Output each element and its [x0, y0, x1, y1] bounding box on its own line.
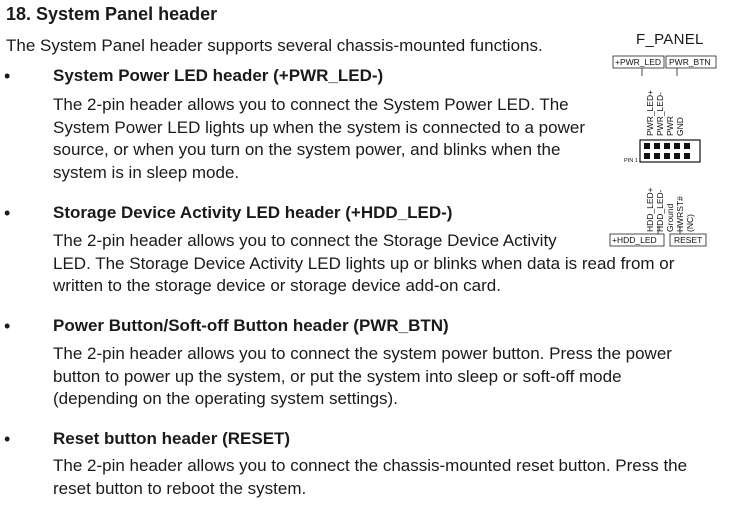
power-button-description — [53, 343, 672, 411]
text-line: The 2-pin header allows you to connect the chassis-mounted reset button. Press the — [53, 456, 688, 475]
pin-label-pwr-led-minus: PWR_LED- — [655, 92, 665, 136]
text-line: The 2-pin header allows you to connect the System Power LED. The — [53, 95, 569, 114]
pin-label-gnd: GND — [675, 117, 685, 136]
section-title: 18. System Panel header — [6, 4, 218, 24]
power-button-heading: Power Button/Soft-off Button header (PWR_BTN) — [53, 316, 449, 335]
pin-label-pwr-led-plus: PWR_LED+ — [645, 89, 655, 136]
text-line: source, or when you turn on the system power, and blinks when the — [53, 140, 561, 159]
text-line: LED. The Storage Device Activity LED lights up or blinks when data is read from or — [53, 253, 675, 273]
text-line: The 2-pin header allows you to connect the Storage Device Activity — [53, 231, 557, 250]
pin-label-ground: Ground — [665, 203, 675, 232]
hdd-led-description — [53, 230, 674, 298]
text-line: (depending on the operating system settings). — [53, 389, 398, 408]
pin1-label: PIN 1 — [624, 158, 638, 164]
text-line: System Power LED lights up when the system is connected to a power — [53, 117, 585, 137]
pin-label-pwr: PWR — [665, 116, 675, 136]
bullet-marker: • — [4, 203, 11, 223]
pin-label-hwrst: HWRST# — [675, 196, 685, 232]
pwr-led-label: +PWR_LED — [615, 57, 662, 67]
bullet-marker: • — [4, 429, 11, 449]
text-line: The 2-pin header allows you to connect the system power button. Press the power — [53, 344, 672, 363]
bullet-marker: • — [4, 316, 11, 336]
text-line: reset button to reboot the system. — [53, 478, 307, 498]
reset-label: RESET — [674, 235, 703, 245]
pwr-btn-label: PWR_BTN — [669, 57, 711, 67]
pin-label-hdd-led-plus: HDD_LED+ — [645, 187, 655, 232]
text-line: written to the storage device or storage device add-on card. — [53, 276, 501, 295]
text-line: system is in sleep mode. — [53, 162, 240, 182]
section-intro: The System Panel header supports several chassis-mounted functions. — [6, 36, 543, 55]
hdd-led-label: +HDD_LED — [612, 235, 657, 245]
power-led-description — [53, 94, 585, 184]
bullet-marker: • — [4, 66, 11, 86]
pin-label-nc: (NC) — [685, 214, 695, 232]
reset-description — [53, 455, 687, 500]
f-panel-pinout-diagram — [602, 48, 718, 248]
text-line: button to power up the system, or put the system into sleep or soft-off mode — [53, 366, 622, 386]
f-panel-title: F_PANEL — [636, 31, 704, 48]
pin-label-hdd-led-minus: HDD_LED- — [655, 189, 665, 232]
power-led-heading: System Power LED header (+PWR_LED-) — [53, 66, 384, 85]
reset-heading: Reset button header (RESET) — [53, 429, 291, 448]
hdd-led-heading: Storage Device Activity LED header (+HDD_LED-) — [53, 203, 453, 222]
